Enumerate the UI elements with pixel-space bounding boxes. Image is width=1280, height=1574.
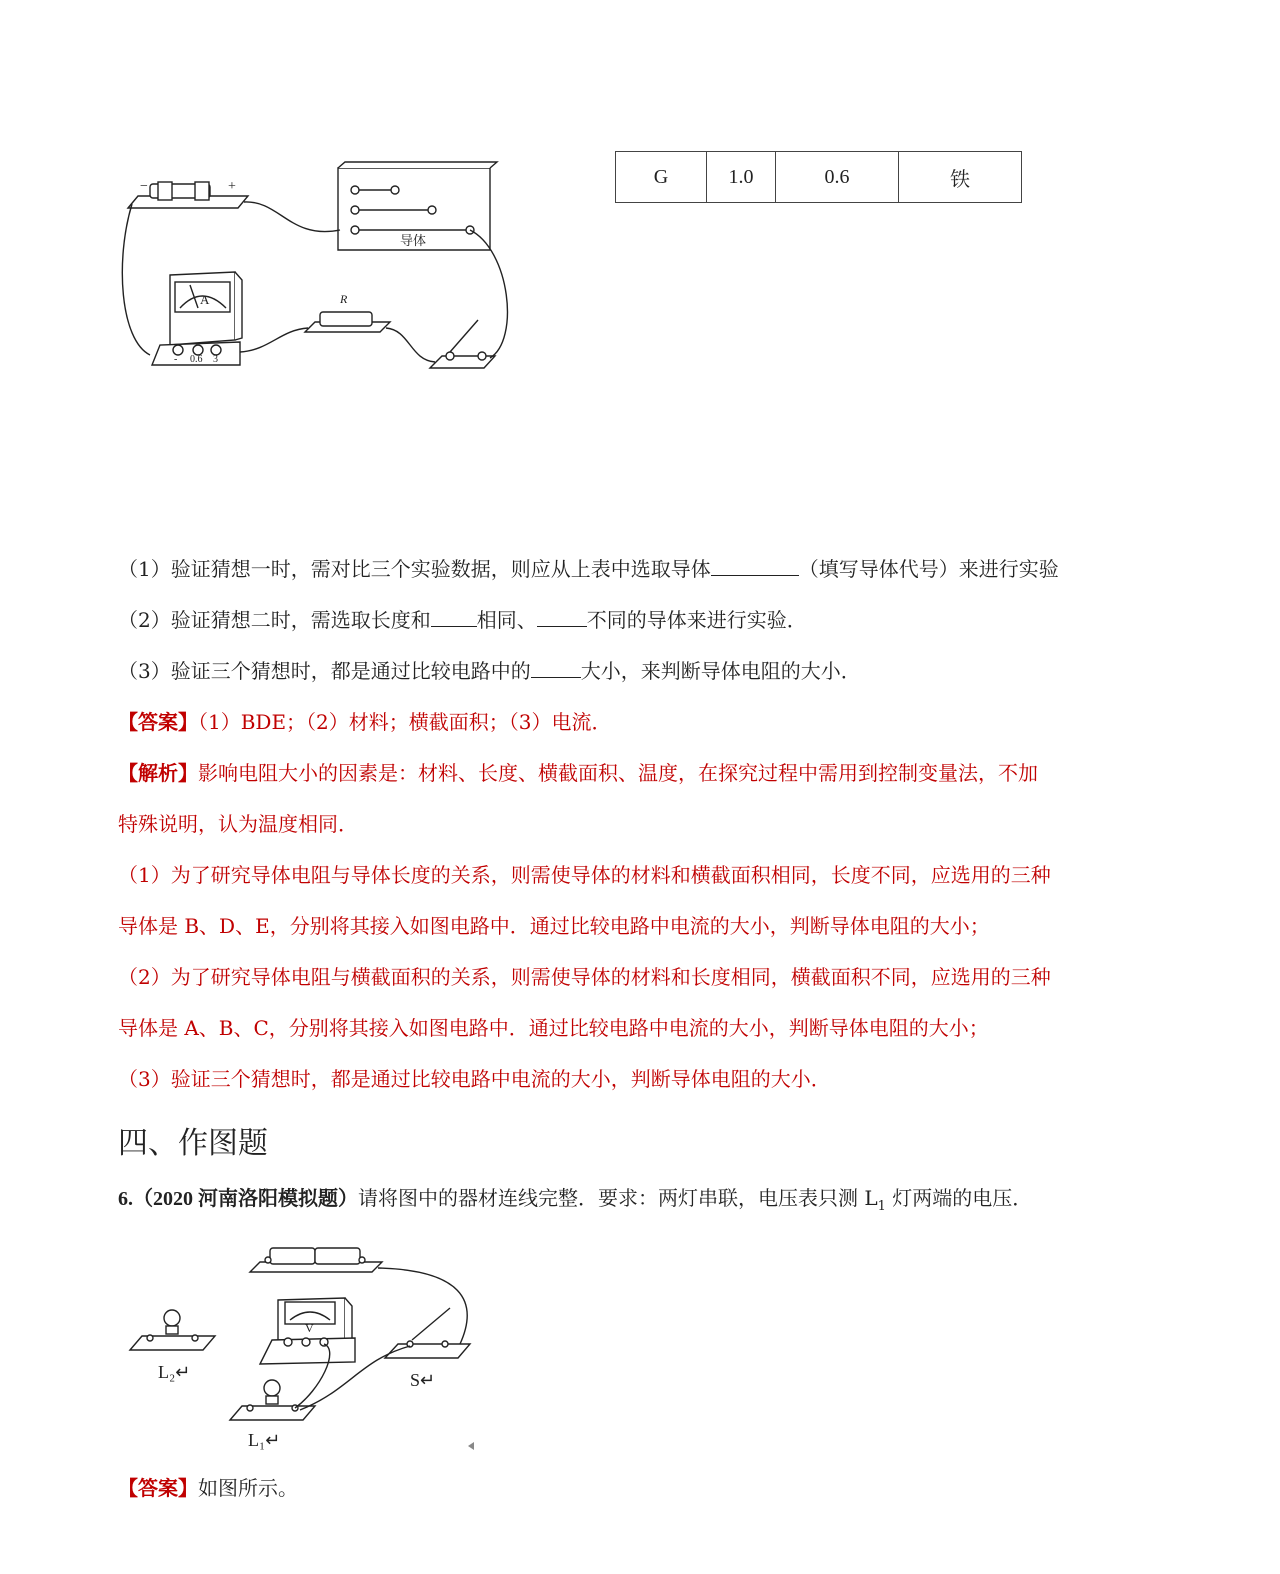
analysis-line-3: （1）为了研究导体电阻与导体长度的关系，则需使导体的材料和横截面积相同，长度不同，应选用的三种	[118, 863, 1051, 887]
q1-text-pre: （1）验证猜想一时，需对比三个实验数据，则应从上表中选取导体	[118, 557, 711, 581]
battery-minus-label: −	[140, 179, 148, 194]
answer-2-label: 【答案】	[118, 1476, 198, 1500]
resistor	[305, 312, 390, 332]
question-1	[118, 555, 1059, 583]
ammeter-terminal-0.6: 0.6	[190, 354, 203, 365]
ammeter-terminal-3: 3	[213, 354, 218, 365]
answer-block	[118, 708, 612, 736]
ammeter-terminal-minus: -	[174, 354, 178, 365]
analysis-line-2: 特殊说明，认为温度相同．	[118, 812, 358, 836]
switch	[430, 320, 495, 368]
answer-label: 【答案】	[118, 710, 198, 734]
answer-text: （1）BDE；（2）材料；横截面积；（3）电流．	[198, 710, 612, 734]
question-2	[118, 606, 807, 634]
q6-subscript: 1	[877, 1199, 886, 1214]
analysis-line-7: （3）验证三个猜想时，都是通过比较电路中电流的大小，判断导体电阻的大小．	[118, 1067, 831, 1091]
ammeter-letter: A	[200, 292, 210, 307]
q3-blank[interactable]	[531, 657, 581, 678]
table-row	[616, 152, 1022, 203]
analysis-text-1: 影响电阻大小的因素是：材料、长度、横截面积、温度，在探究过程中需用到控制变量法，不加	[198, 761, 1038, 785]
question-6	[118, 1184, 1032, 1221]
table-cell-code: G	[616, 152, 707, 203]
label-L1: L₁↵	[248, 1430, 281, 1450]
label-L2: L₂↵	[158, 1362, 191, 1382]
question-3	[118, 657, 861, 685]
q6-number: 6.	[118, 1188, 133, 1210]
circuit-diagram-2	[120, 1240, 490, 1460]
q3-text-pre: （3）验证三个猜想时，都是通过比较电路中的	[118, 659, 531, 683]
label-S: S↵	[410, 1370, 436, 1390]
analysis-line-6: 导体是 A、B、C，分别将其接入如图电路中．通过比较电路中电流的大小，判断导体电阻的大小；	[118, 1016, 989, 1040]
q2-blank-2[interactable]	[537, 606, 587, 627]
answer-2-text: 如图所示。	[198, 1476, 298, 1500]
q3-text-post: 大小，来判断导体电阻的大小．	[580, 659, 861, 683]
q1-text-post: （填写导体代号）来进行实验	[798, 557, 1059, 581]
conductor-table	[615, 151, 1022, 203]
q2-text-mid: 相同、	[476, 608, 537, 632]
q2-blank-1[interactable]	[431, 606, 477, 627]
conductor-label: 导体	[400, 233, 427, 248]
q6-text-pre: 请将图中的器材连线完整．要求：两灯串联，电压表只测 L	[358, 1186, 878, 1210]
answer-2-block	[118, 1474, 298, 1502]
lamp-L1	[230, 1380, 315, 1420]
ammeter	[152, 272, 242, 365]
q2-text-post: 不同的导体来进行实验．	[586, 608, 807, 632]
q6-source: （2020 河南洛阳模拟题）	[133, 1188, 358, 1210]
table-cell-area: 0.6	[776, 152, 899, 203]
q1-blank[interactable]	[711, 555, 799, 576]
table-cell-material: 铁	[899, 152, 1022, 203]
q2-text-pre: （2）验证猜想二时，需选取长度和	[118, 608, 431, 632]
voltmeter-letter: V	[305, 1321, 314, 1335]
analysis-label: 【解析】	[118, 761, 198, 785]
resistor-label: R	[340, 292, 348, 306]
table-cell-length: 1.0	[707, 152, 776, 203]
battery-pack	[250, 1248, 382, 1272]
q6-text-post: 灯两端的电压．	[885, 1186, 1033, 1210]
battery-plus-label: +	[228, 179, 236, 194]
analysis-line-4: 导体是 B、D、E，分别将其接入如图电路中．通过比较电路中电流的大小，判断导体电阻的大小；	[118, 914, 990, 938]
analysis-line-1	[118, 759, 1038, 787]
analysis-line-5: （2）为了研究导体电阻与横截面积的关系，则需使导体的材料和长度相同，横截面积不同，应选用的三种	[118, 965, 1051, 989]
section-heading: 四、作图题	[118, 1126, 268, 1161]
lamp-L2	[130, 1310, 215, 1350]
circuit-diagram-1	[110, 160, 530, 390]
